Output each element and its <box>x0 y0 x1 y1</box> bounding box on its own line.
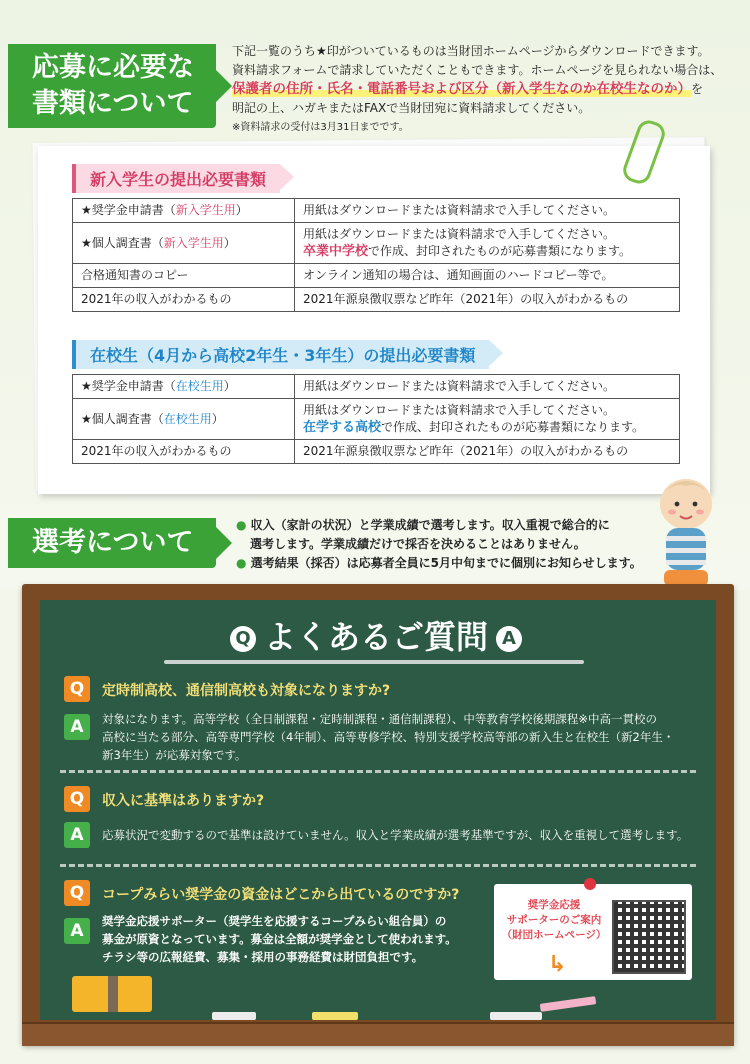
faq-question-2: 収入に基準はありますか? <box>102 793 265 809</box>
bullet-dot-icon: ● <box>236 556 247 570</box>
section-title-line1: 応募に必要な <box>32 52 194 83</box>
current-students-heading: 在校生（4月から高校2年生・3年生）の提出必要書類 <box>72 340 489 369</box>
table-row <box>73 440 680 464</box>
new-students-table <box>72 198 680 312</box>
intro-line2: 資料請求フォームで請求していただくこともできます。ホームページを見られない場合は、 <box>232 63 723 77</box>
q-badge: Q <box>64 880 90 906</box>
a-badge: A <box>64 822 90 848</box>
section-title-documents <box>8 44 216 128</box>
current-students-table <box>72 374 680 464</box>
chalk-white <box>212 1012 256 1020</box>
a-circle-icon: A <box>496 626 522 652</box>
selection-bullet-2: ● 選考結果（採否）は応募者全員に5月中旬までに個別にお知らせします。 <box>236 556 642 570</box>
a-badge: A <box>64 714 90 740</box>
doc-cell: 2021年の収入がわかるもの <box>73 440 295 464</box>
doc-cell: 合格通知書のコピー <box>73 264 295 288</box>
arrow-down-right-icon: ↳ <box>548 952 567 977</box>
selection-bullet-1: ● 収入（家計の状況）と学業成績で選考します。収入重視で総合的に <box>236 518 610 532</box>
desc-cell: 用紙はダウンロードまたは資料請求で入手してください。 在学する高校で作成、封印されたものが応募書類になります。 <box>295 399 680 440</box>
deadline-note: ※資料請求の受付は3月31日までです。 <box>232 122 409 133</box>
intro-highlight-suffix: を <box>691 82 704 96</box>
qr-code-icon[interactable] <box>612 900 686 974</box>
desc-cell: 2021年源泉徴収票など昨年（2021年）の収入がわかるもの <box>295 288 680 312</box>
faq-question-1: 定時制高校、通信制高校も対象になりますか? <box>102 683 391 699</box>
pushpin-icon <box>584 878 596 890</box>
chalkboard-ledge <box>22 1022 734 1046</box>
table-row <box>73 199 680 223</box>
desc-cell: 用紙はダウンロードまたは資料請求で入手してください。 卒業中学校で作成、封印されたものが応募書類になります。 <box>295 223 680 264</box>
chalk-yellow <box>312 1012 358 1020</box>
q-badge: Q <box>64 676 90 702</box>
selection-bullet-1-cont: 選考します。学業成績だけで採否を決めることはありません。 <box>250 537 586 551</box>
doc-cell: 2021年の収入がわかるもの <box>73 288 295 312</box>
faq-answer-3: 奨学金応援サポーター（奨学生を応援するコープみらい組合員）の 募金が原資となっています。募金は全額が奨学金として使われます。 チラシ等の広報経費、募集・採用の事務経費は財団負担です。 <box>102 914 457 964</box>
table-row <box>73 399 680 440</box>
desc-cell: 2021年源泉徴収票など昨年（2021年）の収入がわかるもの <box>295 440 680 464</box>
table-row <box>73 264 680 288</box>
doc-cell: ★奨学金申請書（在校生用） <box>73 375 295 399</box>
desc-cell: 用紙はダウンロードまたは資料請求で入手してください。 <box>295 199 680 223</box>
doc-cell: ★奨学金申請書（新入学生用） <box>73 199 295 223</box>
chalk-underline <box>164 660 584 664</box>
intro-highlight: 保護者の住所・氏名・電話番号および区分（新入学生なのか在校生なのか） <box>232 81 691 97</box>
selection-text <box>236 516 696 573</box>
desc-cell: オンライン通知の場合は、通知画面のハードコピー等で。 <box>295 264 680 288</box>
desc-cell: 用紙はダウンロードまたは資料請求で入手してください。 <box>295 375 680 399</box>
doc-cell: ★個人調査書（新入学生用） <box>73 223 295 264</box>
supporter-tag-text: 奨学金応援 サポーターのご案内 （財団ホームページ） <box>501 899 607 941</box>
divider <box>60 864 696 867</box>
table-row <box>73 223 680 264</box>
faq-answer-1: 対象になります。高等学校（全日制課程・定時制課程・通信制課程）、中等教育学校後期課程※中高一貫校の 高校に当たる部分、高等専門学校（4年制）、高等専修学校、特別支援学校高等部の新入生と在校生（新2年生・ 新3年生）が応募対象です。 <box>102 712 675 762</box>
table-row <box>73 375 680 399</box>
intro-line1: 下記一覧のうち★印がついているものは当財団ホームページからダウンロードできます。 <box>232 44 710 58</box>
faq-answer-2: 応募状況で変動するので基準は設けていません。収入と学業成績が選考基準ですが、収入を重視して選考します。 <box>102 828 689 842</box>
faq-title: Q よくあるご質問 A <box>196 612 556 658</box>
doc-cell: ★個人調査書（在校生用） <box>73 399 295 440</box>
faq-question-3: コープみらい奨学金の資金はどこから出ているのですか? <box>102 887 460 903</box>
a-badge: A <box>64 918 90 944</box>
section-title-selection: 選考について <box>8 518 216 568</box>
bullet-dot-icon: ● <box>236 518 247 532</box>
chalk-white <box>490 1012 542 1020</box>
q-circle-icon: Q <box>230 626 256 652</box>
q-badge: Q <box>64 786 90 812</box>
intro-line3 <box>232 80 732 99</box>
divider <box>60 770 696 773</box>
intro-line4: 明記の上、ハガキまたはFAXで当財団宛に資料請求してください。 <box>232 101 591 115</box>
table-row <box>73 288 680 312</box>
eraser <box>72 976 152 1012</box>
section-title-line2: 書類について <box>32 88 194 119</box>
new-students-heading: 新入学生の提出必要書類 <box>72 164 280 193</box>
